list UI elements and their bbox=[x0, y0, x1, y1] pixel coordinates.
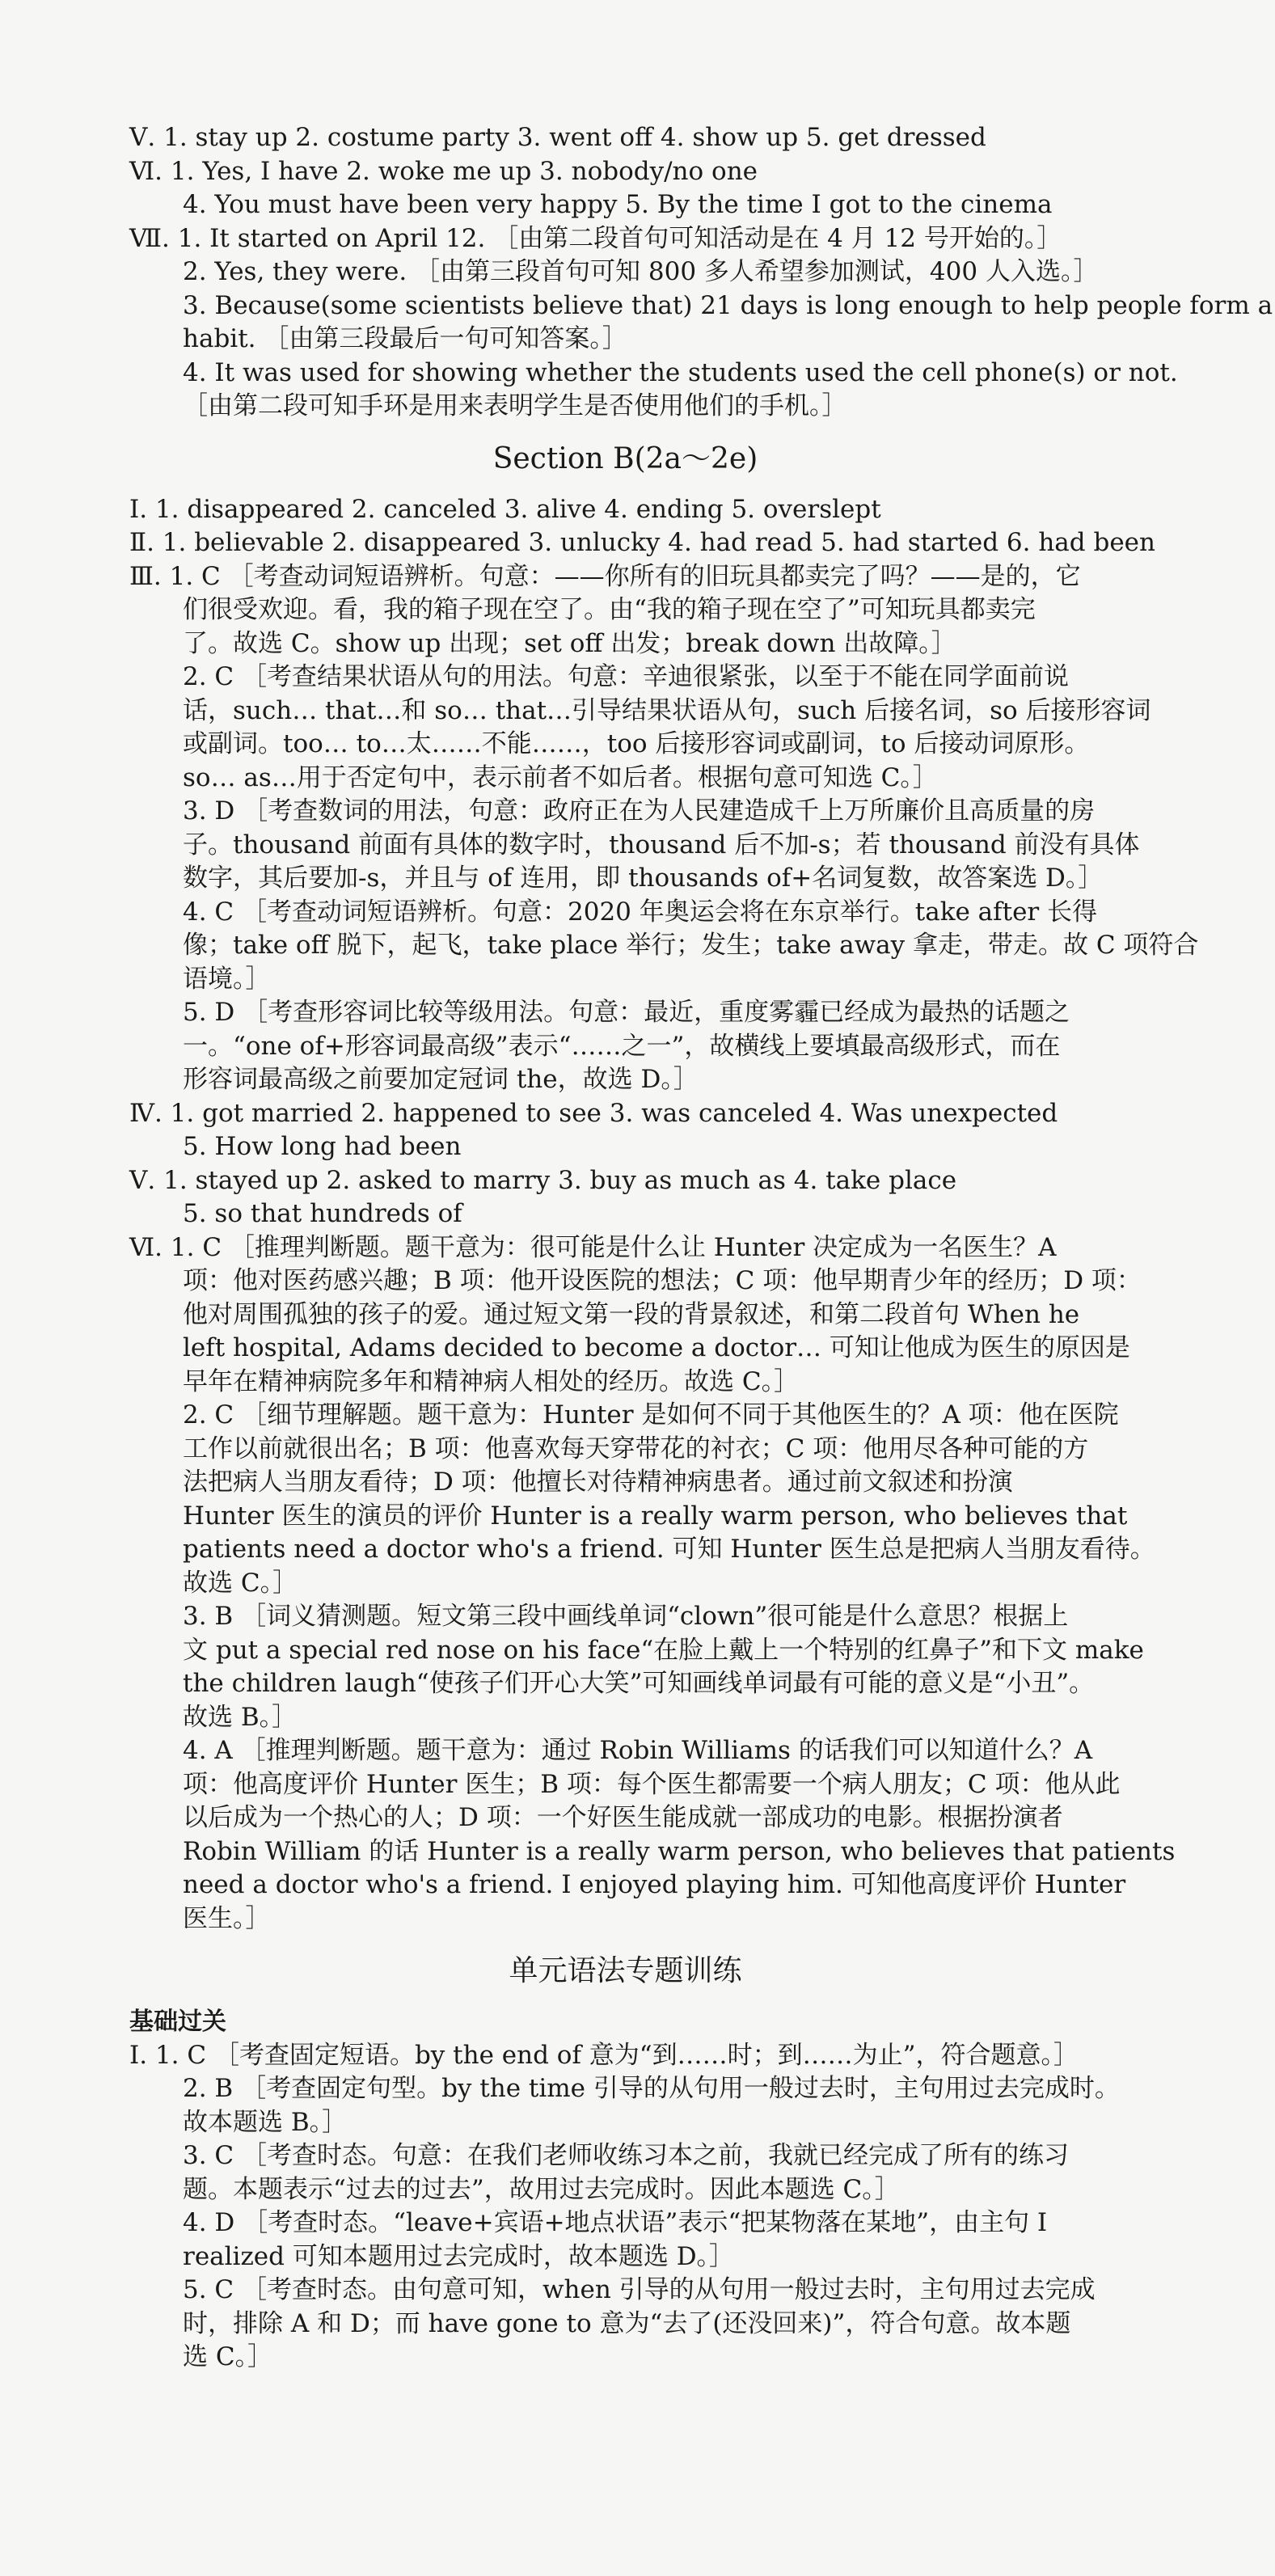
answer-line: Hunter 医生的演员的评价 Hunter is a really warm person, who believes that bbox=[183, 1501, 1128, 1531]
answer-line: 一。“one of+形容词最高级”表示“……之一”，故横线上要填最高级形式，而在 bbox=[183, 1031, 1061, 1061]
answer-line: Ⅶ. 1. It started on April 12. ［由第二段首句可知活动是在 4 月 12 号开始的。］ bbox=[129, 223, 1062, 253]
section-title: Section B(2a～2e) bbox=[492, 441, 758, 475]
answer-line: Ⅰ. 1. disappeared 2. canceled 3. alive 4. ending 5. overslept bbox=[129, 494, 881, 524]
answer-line: 5. so that hundreds of bbox=[183, 1199, 462, 1228]
answer-line: 像；take off 脱下，起飞，take place 举行；发生；take away 拿走，带走。故 C 项符合 bbox=[183, 931, 1199, 960]
answer-line: 5. C ［考查时态。由句意可知，when 引导的从句用一般过去时，主句用过去完成 bbox=[183, 2275, 1096, 2304]
answer-line: 4. D ［考查时态。“leave+宾语+地点状语”表示“把某物落在某地”，由主句 I bbox=[183, 2208, 1048, 2237]
answer-line: 形容词最高级之前要加定冠词 the，故选 D。］ bbox=[183, 1065, 699, 1094]
answer-line: 子。thousand 前面有具体的数字时，thousand 后不加-s；若 thousand 前没有具体 bbox=[183, 830, 1140, 859]
answer-line: 选 C。］ bbox=[183, 2342, 273, 2371]
answer-line: 题。本题表示“过去的过去”，故用过去完成时。因此本题选 C。］ bbox=[183, 2174, 900, 2204]
answer-line: 3. B ［词义猜测题。短文第三段中画线单词“clown”很可能是什么意思？根据上 bbox=[183, 1602, 1069, 1631]
answer-line: Robin William 的话 Hunter is a really warm person, who believes that patients bbox=[183, 1836, 1176, 1866]
answer-line: 2. B ［考查固定句型。by the time 引导的从句用一般过去时，主句用过去完成时。 bbox=[183, 2074, 1120, 2103]
answer-line: 语境。］ bbox=[183, 964, 271, 994]
answer-line: Ⅴ. 1. stayed up 2. asked to marry 3. buy as much as 4. take place bbox=[129, 1165, 957, 1195]
answer-line: 文 put a special red nose on his face“在脸上戴上一个特别的红鼻子”和下文 make bbox=[183, 1635, 1144, 1665]
answer-line: the children laugh“使孩子们开心大笑”可知画线单词最有可能的意义是“小丑”。 bbox=[183, 1669, 1095, 1698]
answer-line: 2. C ［细节理解题。题干意为：Hunter 是如何不同于其他医生的？A 项：他在医院 bbox=[183, 1400, 1119, 1429]
answer-line: 他对周围孤独的孩子的爱。通过短文第一段的背景叙述，和第二段首句 When he bbox=[183, 1299, 1080, 1329]
answer-line: ［由第二段可知手环是用来表明学生是否使用他们的手机。］ bbox=[183, 391, 847, 420]
answer-line: 工作以前就很出名；B 项：他喜欢每天穿带花的衬衣；C 项：他用尽各种可能的方 bbox=[183, 1434, 1089, 1463]
answer-line: 5. How long had been bbox=[183, 1132, 462, 1161]
answer-line: 4. You must have been very happy 5. By the time I got to the cinema bbox=[183, 190, 1053, 219]
answer-line: 医生。］ bbox=[183, 1903, 271, 1933]
answer-line: need a doctor who's a friend. I enjoyed playing him. 可知他高度评价 Hunter bbox=[183, 1870, 1126, 1899]
answer-line: Ⅰ. 1. C ［考查固定短语。by the end of 意为“到……时；到……为止”，符合题意。］ bbox=[129, 2040, 1079, 2070]
answer-line: 了。故选 C。show up 出现；set off 出发；break down 出故障。］ bbox=[183, 628, 956, 658]
answer-line: 们很受欢迎。看，我的箱子现在空了。由“我的箱子现在空了”可知玩具都卖完 bbox=[183, 595, 1036, 624]
answer-line: 话，such… that…和 so… that…引导结果状语从句，such 后接名词，so 后接形容词 bbox=[183, 695, 1151, 725]
answer-line: so… as…用于否定句中，表示前者不如后者。根据句意可知选 C。］ bbox=[183, 762, 938, 792]
answer-line: 以后成为一个热心的人；D 项：一个好医生能成就一部成功的电影。根据扮演者 bbox=[183, 1803, 1063, 1832]
answer-line: patients need a doctor who's a friend. 可知 Hunter 医生总是把病人当朋友看待。 bbox=[183, 1535, 1155, 1564]
answer-line: 法把病人当朋友看待；D 项：他擅长对待精神病患者。通过前文叙述和扮演 bbox=[183, 1467, 1013, 1497]
answer-line: 或副词。too… to…太……不能……，too 后接形容词或副词，to 后接动词原形。 bbox=[183, 729, 1090, 758]
answer-line: Ⅲ. 1. C ［考查动词短语辨析。句意：——你所有的旧玩具都卖完了吗？——是的，它 bbox=[129, 561, 1081, 591]
answer-line: 故选 B。］ bbox=[183, 1702, 298, 1732]
answer-line: Ⅵ. 1. C ［推理判断题。题干意为：很可能是什么让 Hunter 决定成为一名医生？A bbox=[129, 1232, 1057, 1262]
answer-line: Ⅳ. 1. got married 2. happened to see 3. was canceled 4. Was unexpected bbox=[129, 1098, 1058, 1128]
subsection-heading: 基础过关 bbox=[129, 2008, 226, 2036]
answer-line: 3. D ［考查数词的用法，句意：政府正在为人民建造成千上万所廉价且高质量的房 bbox=[183, 796, 1096, 826]
answer-line: 故选 C。］ bbox=[183, 1568, 298, 1598]
answer-line: 数字，其后要加-s，并且与 of 连用，即 thousands of+名词复数，故答案选 D。］ bbox=[183, 864, 1104, 893]
answer-line: realized 可知本题用过去完成时，故本题选 D。］ bbox=[183, 2241, 735, 2271]
answer-line: left hospital, Adams decided to become a doctor… 可知让他成为医生的原因是 bbox=[183, 1333, 1130, 1362]
answer-line: 故本题选 B。］ bbox=[183, 2107, 348, 2137]
section-title: 单元语法专题训练 bbox=[509, 1954, 742, 1987]
answer-line: Ⅴ. 1. stay up 2. costume party 3. went off 4. show up 5. get dressed bbox=[129, 123, 986, 152]
answer-line: 项：他对医药感兴趣；B 项：他开设医院的想法；C 项：他早期青少年的经历；D 项： bbox=[183, 1266, 1142, 1295]
answer-line: Ⅱ. 1. believable 2. disappeared 3. unlucky 4. had read 5. had started 6. had been bbox=[129, 528, 1155, 557]
answer-line: 4. A ［推理判断题。题干意为：通过 Robin Williams 的话我们可以知道什么？A bbox=[183, 1736, 1093, 1765]
answer-line: 时，排除 A 和 D；而 have gone to 意为“去了(还没回来)”，符合句意。故本题 bbox=[183, 2308, 1071, 2338]
answer-line: 3. Because(some scientists believe that) 21 days is long enough to help people form a bbox=[183, 290, 1273, 320]
answer-line: 2. C ［考查结果状语从句的用法。句意：辛迪很紧张，以至于不能在同学面前说 bbox=[183, 662, 1070, 691]
answer-line: 早年在精神病院多年和精神病人相处的经历。故选 C。］ bbox=[183, 1366, 800, 1396]
answer-line: Ⅵ. 1. Yes, I have 2. woke me up 3. nobody/no one bbox=[129, 156, 758, 186]
answer-line: 4. It was used for showing whether the students used the cell phone(s) or not. bbox=[183, 357, 1178, 387]
answer-line: 项：他高度评价 Hunter 医生；B 项：每个医生都需要一个病人朋友；C 项：他从此 bbox=[183, 1769, 1121, 1799]
answer-line: 4. C ［考查动词短语辨析。句意：2020 年奥运会将在东京举行。take after 长得 bbox=[183, 897, 1098, 927]
answer-line: 2. Yes, they were. ［由第三段首句可知 800 多人希望参加测试，400 人入选。］ bbox=[183, 257, 1099, 286]
answer-line: habit. ［由第三段最后一句可知答案。］ bbox=[183, 324, 627, 353]
answer-line: 3. C ［考查时态。句意：在我们老师收练习本之前，我就已经完成了所有的练习 bbox=[183, 2141, 1070, 2170]
answer-line: 5. D ［考查形容词比较等级用法。句意：最近，重度雾霾已经成为最热的话题之 bbox=[183, 998, 1070, 1027]
